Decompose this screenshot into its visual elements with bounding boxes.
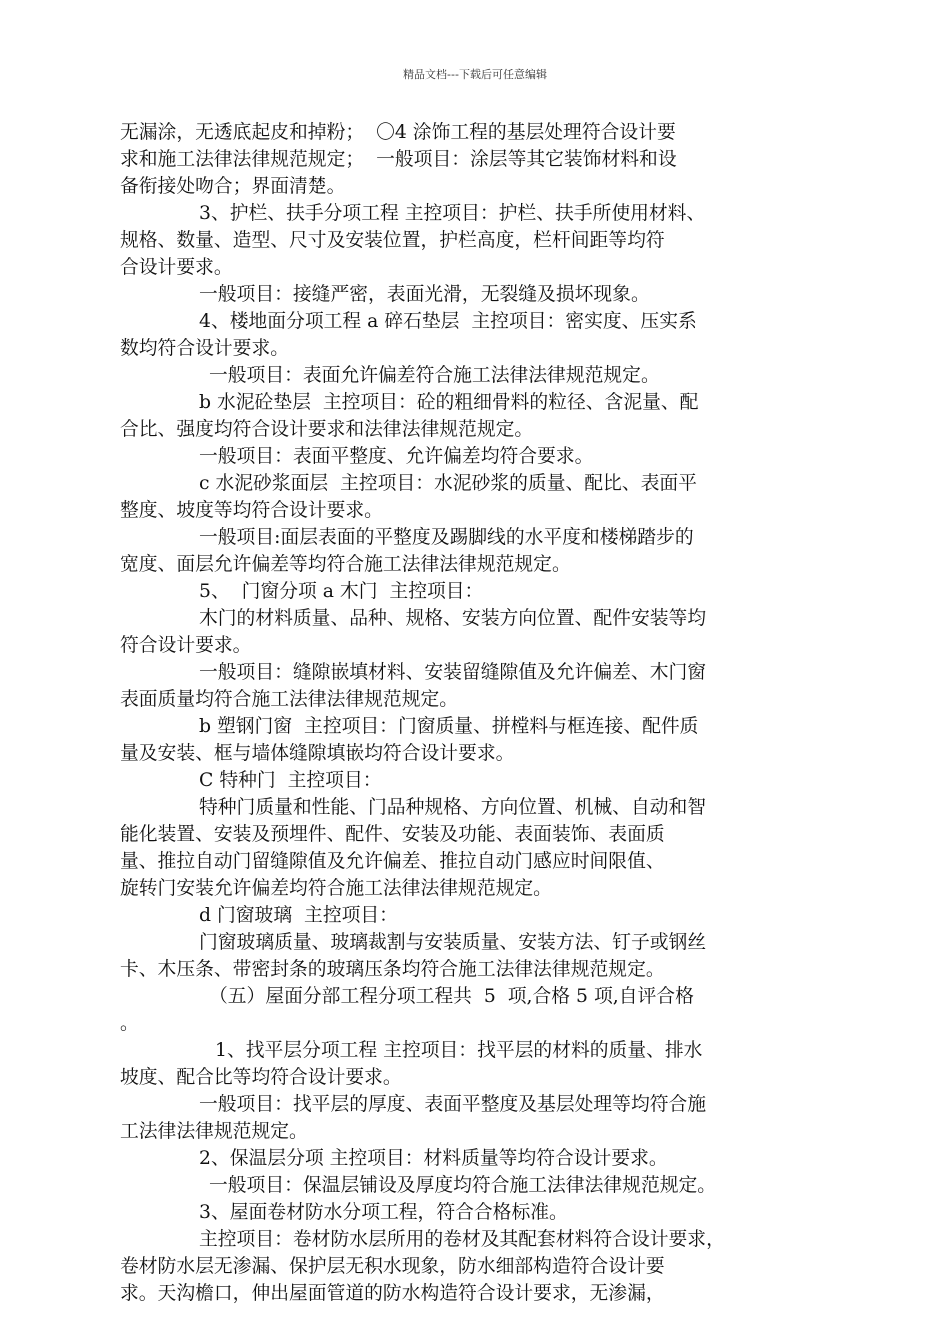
text-line: 量及安装、框与墙体缝隙填嵌均符合设计要求。 <box>120 743 515 764</box>
text-line: 3、屋面卷材防水分项工程，符合合格标准。 <box>199 1202 568 1223</box>
text-line: 数均符合设计要求。 <box>120 338 290 359</box>
text-line: 规格、数量、造型、尺寸及安装位置，护栏高度，栏杆间距等均符 <box>120 230 665 251</box>
text-line: 木门的材料质量、品种、规格、安装方向位置、配件安装等均 <box>199 608 707 629</box>
text-line: b 塑钢门窗 主控项目：门窗质量、拼樘料与框连接、配件质 <box>199 716 699 737</box>
text-line: 2、保温层分项 主控项目：材料质量等均符合设计要求。 <box>199 1148 668 1169</box>
text-line: 整度、坡度等均符合设计要求。 <box>120 500 383 521</box>
text-line: （五）屋面分部工程分项工程共 5 项,合格 5 项,自评合格 <box>209 986 694 1007</box>
text-line: 卷材防水层无渗漏、保护层无积水现象，防水细部构造符合设计要 <box>120 1256 665 1277</box>
text-line: 旋转门安装允许偏差均符合施工法律法律规范规定。 <box>120 878 552 899</box>
text-line: 工法律法律规范规定。 <box>120 1121 308 1142</box>
text-line: 特种门质量和性能、门品种规格、方向位置、机械、自动和智 <box>199 797 707 818</box>
text-line: 卡、木压条、带密封条的玻璃压条均符合施工法律法律规范规定。 <box>120 959 665 980</box>
text-line: 合比、强度均符合设计要求和法律法律规范规定。 <box>120 419 534 440</box>
text-line: 一般项目：接缝严密，表面光滑，无裂缝及损坏现象。 <box>199 284 650 305</box>
page-header: 精品文档---下载后可任意编辑 <box>403 68 547 81</box>
text-line: 能化装置、安装及预埋件、配件、安装及功能、表面装饰、表面质 <box>120 824 665 845</box>
text-line: 符合设计要求。 <box>120 635 252 656</box>
text-line: 5、 门窗分项 a 木门 主控项目： <box>199 581 484 602</box>
text-line: 一般项目:面层表面的平整度及踢脚线的水平度和楼梯踏步的 <box>199 527 694 548</box>
text-line: 一般项目：保温层铺设及厚度均符合施工法律法律规范规定。 <box>209 1175 717 1196</box>
document-body <box>0 120 950 1304</box>
text-line: 一般项目：缝隙嵌填材料、安装留缝隙值及允许偏差、木门窗 <box>199 662 707 683</box>
text-line: 1、找平层分项工程 主控项目：找平层的材料的质量、排水 <box>215 1040 703 1061</box>
text-line: 一般项目：表面平整度、允许偏差均符合要求。 <box>199 446 594 467</box>
text-line: 求。天沟檐口，伸出屋面管道的防水构造符合设计要求，无渗漏， <box>120 1283 665 1304</box>
text-line: C 特种门 主控项目： <box>199 770 382 791</box>
text-line: 坡度、配合比等均符合设计要求。 <box>120 1067 402 1088</box>
text-line: d 门窗玻璃 主控项目： <box>199 905 398 926</box>
text-line: 宽度、面层允许偏差等均符合施工法律法律规范规定。 <box>120 554 571 575</box>
text-line: 求和施工法律法律规范规定； 一般项目：涂层等其它装饰材料和设 <box>120 149 677 170</box>
text-line: 4、楼地面分项工程 a 碎石垫层 主控项目：密实度、压实系 <box>199 311 697 332</box>
text-line: 无漏涂，无透底起皮和掉粉； 〇4 涂饰工程的基层处理符合设计要 <box>120 122 676 143</box>
text-line: c 水泥砂浆面层 主控项目：水泥砂浆的质量、配比、表面平 <box>199 473 697 494</box>
text-line: 主控项目：卷材防水层所用的卷材及其配套材料符合设计要求， <box>199 1229 725 1250</box>
text-line: 3、护栏、扶手分项工程 主控项目：护栏、扶手所使用材料、 <box>199 203 706 224</box>
text-line: 一般项目：找平层的厚度、表面平整度及基层处理等均符合施 <box>199 1094 707 1115</box>
text-line: 量、推拉自动门留缝隙值及允许偏差、推拉自动门感应时间限值、 <box>120 851 665 872</box>
text-line: 备衔接处吻合；界面清楚。 <box>120 176 346 197</box>
text-line: 合设计要求。 <box>120 257 233 278</box>
text-line: 。 <box>120 1013 139 1034</box>
text-line: 门窗玻璃质量、玻璃裁割与安装质量、安装方法、钉子或钢丝 <box>199 932 707 953</box>
text-line: 表面质量均符合施工法律法律规范规定。 <box>120 689 459 710</box>
text-line: 一般项目：表面允许偏差符合施工法律法律规范规定。 <box>209 365 660 386</box>
text-line: b 水泥砼垫层 主控项目：砼的粗细骨料的粒径、含泥量、配 <box>199 392 699 413</box>
